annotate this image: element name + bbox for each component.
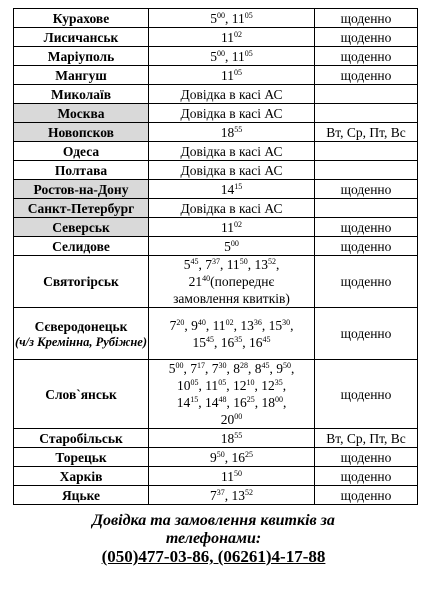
departure-times: Довідка в касі АС: [149, 104, 315, 123]
departure-time: $5^{00}$: [224, 238, 239, 254]
frequency: щоденно: [315, 256, 418, 308]
schedule-row: [14, 467, 418, 486]
schedule-row: [14, 85, 418, 104]
schedule-row: [14, 448, 418, 467]
frequency: щоденно: [315, 308, 418, 360]
frequency: [315, 199, 418, 218]
schedule-row: [14, 486, 418, 505]
destination-name: Мангуш: [55, 67, 107, 83]
departure-time: $11^{05}$: [205, 378, 227, 393]
departure-times: Довідка в касі АС: [149, 161, 315, 180]
departure-time: $11^{05}$: [231, 10, 253, 26]
destination-city: [14, 256, 149, 308]
departure-time: $21^{40}$: [188, 274, 211, 289]
destination-name: Курахове: [52, 10, 110, 26]
schedule-row: [14, 429, 418, 448]
departure-times: $9^{50}$, $16^{25}$: [149, 448, 315, 467]
departure-times: $5^{45}$, $7^{37}$, $11^{50}$, $13^{52}$, $21^{40}(попереднє$ замовлення квитків): [149, 256, 315, 308]
schedule-row: [14, 199, 418, 218]
destination-city: [14, 9, 149, 28]
frequency: [315, 161, 418, 180]
destination-name: Слов`янськ: [45, 386, 117, 402]
destination-city: [14, 123, 149, 142]
destination-name: Маріуполь: [47, 48, 115, 64]
destination-name: Харків: [59, 468, 103, 484]
destination-city: [14, 104, 149, 123]
departure-times: $5^{00}$, $7^{17}$, $7^{30}$, $8^{28}$, $8^{45}$, $9^{50}$, $10^{05}$, $11^{05}$, $12^{10}$, $12^{35}$, $14^{15}$, $14^{48}$, $16^{25}$, $18^{00}$, $20^{00}$: [149, 360, 315, 429]
destination-name: Сєверодонецьк: [34, 319, 128, 334]
departure-time: $13^{36}$: [240, 317, 262, 333]
departure-time: $15^{30}$: [268, 317, 291, 333]
destination-name: Полтава: [54, 162, 108, 178]
departure-times: Довідка в касі АС: [149, 85, 315, 104]
departure-times: Довідка в касі АС: [149, 142, 315, 161]
schedule-row: [14, 161, 418, 180]
departure-times: [149, 66, 315, 85]
destination-city: [14, 467, 149, 486]
departure-times: $7^{37}$, $13^{52}$: [149, 486, 315, 505]
destination-city: [14, 237, 149, 256]
departure-time: $8^{45}$: [254, 361, 270, 376]
destination-city: [14, 28, 149, 47]
schedule-rows: [14, 9, 418, 505]
departure-time: $18^{55}$: [220, 430, 243, 446]
destination-city: [14, 199, 149, 218]
departure-time: $9^{50}$: [210, 449, 225, 465]
destination-name: Яцьке: [61, 487, 101, 503]
schedule-row: [14, 47, 418, 66]
destination-name: Москва: [57, 105, 105, 121]
departure-times: [149, 429, 315, 448]
destination-name: Старобільськ: [39, 430, 123, 446]
departure-time: $9^{50}$: [276, 361, 291, 376]
departure-time: $5^{00}$: [168, 361, 184, 376]
departure-time: $20^{00}$: [220, 412, 243, 427]
departure-times: [149, 180, 315, 199]
schedule-row: [14, 237, 418, 256]
departure-times: Довідка в касі АС: [149, 199, 315, 218]
departure-time: $11^{05}$: [221, 67, 242, 83]
departure-times: $5^{00}$, $11^{05}$: [149, 9, 315, 28]
frequency: Вт, Ср, Пт, Вс: [315, 429, 418, 448]
destination-city: [14, 308, 149, 360]
destination-city: [14, 486, 149, 505]
departure-time: $7^{20}$: [169, 317, 185, 333]
departure-time: $14^{48}$: [204, 395, 227, 410]
frequency: щоденно: [315, 467, 418, 486]
schedule-row: [14, 360, 418, 429]
destination-name: Лисичанськ: [43, 29, 119, 45]
departure-time: $10^{05}$: [176, 378, 199, 393]
departure-time: $13^{52}$: [254, 257, 276, 272]
departure-time: $5^{00}$: [210, 10, 225, 26]
frequency: щоденно: [315, 486, 418, 505]
frequency: щоденно: [315, 66, 418, 85]
departure-times: [149, 218, 315, 237]
schedule-row: [14, 104, 418, 123]
departure-time: $8^{28}$: [233, 361, 248, 376]
departure-time: $12^{35}$: [261, 378, 283, 393]
frequency: щоденно: [315, 237, 418, 256]
schedule-row: [14, 180, 418, 199]
schedule-row: [14, 308, 418, 360]
departure-time: $11^{02}$: [212, 317, 234, 333]
departure-time: $11^{50}$: [221, 468, 242, 484]
departure-time: $11^{05}$: [231, 48, 253, 64]
destination-name: Одеса: [62, 143, 100, 159]
frequency: щоденно: [315, 9, 418, 28]
departure-time: $11^{50}$: [226, 257, 248, 272]
frequency: щоденно: [315, 218, 418, 237]
departure-times: [149, 28, 315, 47]
destination-city: [14, 360, 149, 429]
schedule-row: [14, 9, 418, 28]
schedule-row: [14, 142, 418, 161]
departure-time: $5^{45}$: [183, 257, 199, 272]
destination-city: [14, 66, 149, 85]
departure-time: $7^{37}$: [210, 487, 225, 503]
destination-via-note: (ч/з Кремінна, Рубіжне): [14, 335, 148, 349]
destination-city: [14, 142, 149, 161]
frequency: щоденно: [315, 448, 418, 467]
departure-time: $7^{30}$: [211, 361, 227, 376]
departure-time: $9^{40}$: [191, 317, 206, 333]
departure-times: [149, 467, 315, 486]
schedule-row: [14, 123, 418, 142]
departure-times: $5^{00}$, $11^{05}$: [149, 47, 315, 66]
schedule-row: [14, 256, 418, 308]
departure-time: $14^{15}$: [220, 181, 243, 197]
frequency: щоденно: [315, 47, 418, 66]
destination-name: Селидове: [52, 238, 110, 254]
destination-city: [14, 85, 149, 104]
destination-name: Новопсков: [48, 124, 114, 140]
frequency: щоденно: [315, 360, 418, 429]
frequency: щоденно: [315, 28, 418, 47]
destination-name: Святогірськ: [43, 274, 119, 289]
departure-times: $7^{20}$, $9^{40}$, $11^{02}$, $13^{36}$, $15^{30}$, $15^{45}$, $16^{35}$, $16^{45}$: [149, 308, 315, 360]
schedule-row: [14, 28, 418, 47]
departure-times: [149, 123, 315, 142]
destination-name: Торецьк: [55, 449, 107, 465]
departure-time: $13^{52}$: [231, 487, 253, 503]
departure-time: $7^{37}$: [205, 257, 220, 272]
destination-city: [14, 429, 149, 448]
departure-times: [149, 237, 315, 256]
schedule-row: [14, 66, 418, 85]
frequency: [315, 142, 418, 161]
departure-time: $12^{10}$: [232, 378, 255, 393]
destination-city: [14, 47, 149, 66]
departure-time: $18^{00}$: [261, 395, 283, 410]
destination-city: [14, 218, 149, 237]
departure-time: $7^{17}$: [190, 361, 205, 376]
departure-time: $14^{15}$: [176, 395, 199, 410]
departure-time: $18^{55}$: [220, 124, 243, 140]
destination-city: [14, 161, 149, 180]
frequency: [315, 85, 418, 104]
destination-name: Северськ: [52, 219, 110, 235]
departure-time: $16^{45}$: [249, 334, 271, 350]
destination-name: Ростов-на-Дону: [33, 181, 129, 197]
destination-name: Санкт-Петербург: [27, 200, 135, 216]
departure-time: $11^{02}$: [221, 29, 242, 45]
departure-time: $15^{45}$: [192, 334, 214, 350]
frequency: Вт, Ср, Пт, Вс: [315, 123, 418, 142]
departure-time: $16^{35}$: [220, 334, 243, 350]
destination-city: [14, 448, 149, 467]
departure-time: $5^{00}$: [210, 48, 225, 64]
footer-info-line: Довідка та замовлення квитків за: [92, 512, 335, 529]
footer-phones-label: телефонами:: [165, 530, 262, 547]
schedule-row: [14, 218, 418, 237]
destination-city: [14, 180, 149, 199]
frequency: [315, 104, 418, 123]
departure-time: $11^{02}$: [221, 219, 242, 235]
frequency: щоденно: [315, 180, 418, 199]
departure-time: $16^{25}$: [233, 395, 255, 410]
departure-time: $16^{25}$: [231, 449, 253, 465]
footer-phone-numbers: (050)477-03-86, (06261)4-17-88: [101, 547, 326, 566]
schedule-table: [13, 8, 418, 505]
destination-name: Миколаїв: [50, 86, 112, 102]
